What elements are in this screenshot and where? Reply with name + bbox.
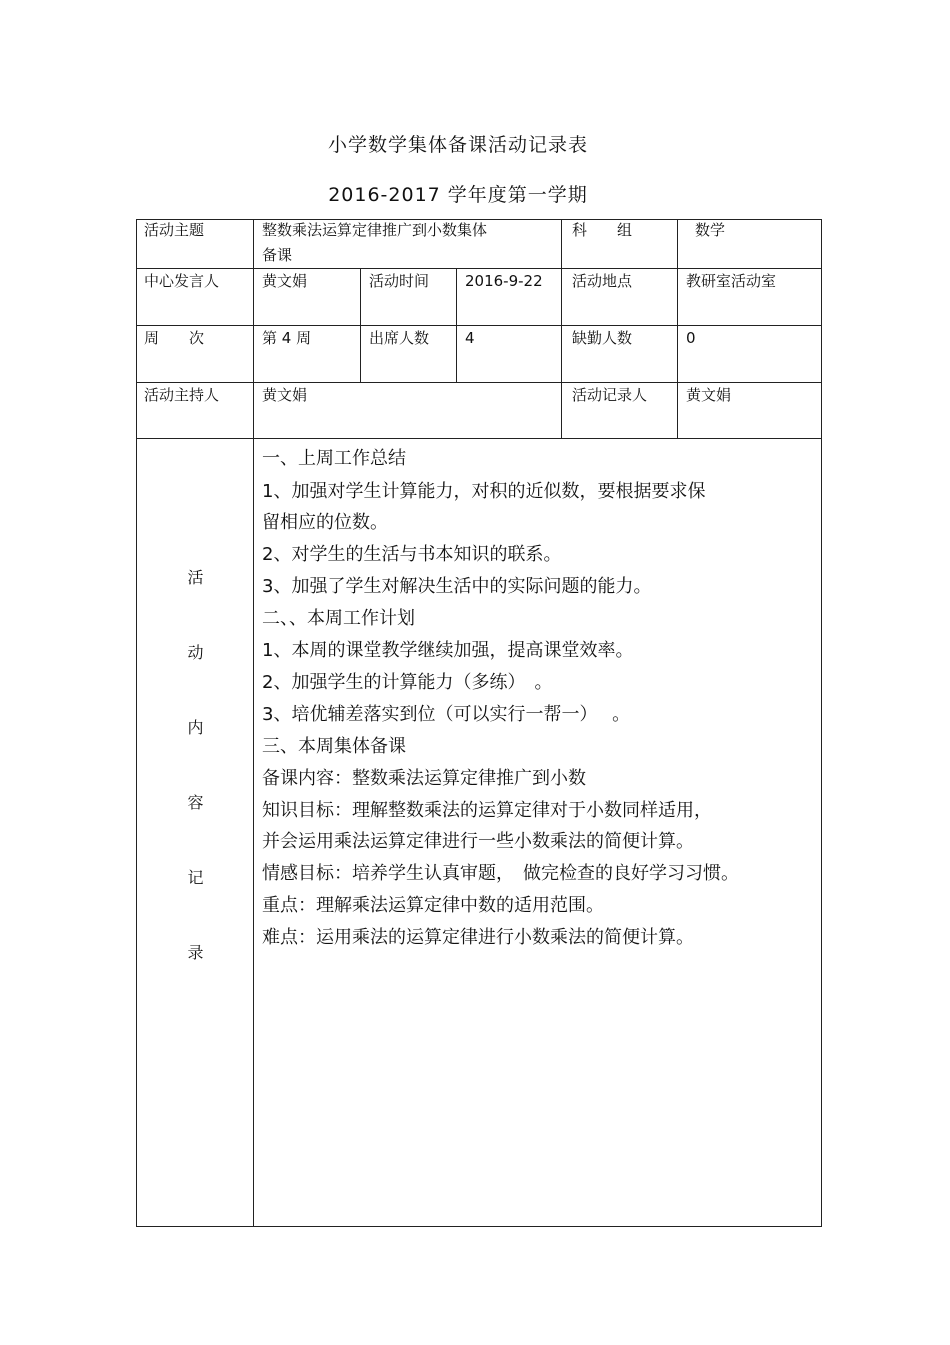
group-value: 数学 [695,221,726,239]
content-line: 1、本周的课堂教学继续加强，提高课堂效率。 [262,640,634,661]
record-label-char: 内 [187,718,204,737]
content-line: 3、加强了学生对解决生活中的实际问题的能力。 [262,576,652,597]
table-border-right [821,219,822,1227]
document-title: 小学数学集体备课活动记录表 [327,134,588,156]
time-label: 活动时间 [369,272,430,290]
absent-label: 缺勤人数 [572,329,633,347]
content-line: 一、上周工作总结 [262,448,406,469]
content-line: 难点：运用乘法的运算定律进行小数乘法的简便计算。 [262,927,694,948]
content-line: 重点：理解乘法运算定律中数的适用范围。 [262,895,604,916]
content-line: 2、对学生的生活与书本知识的联系。 [262,544,562,565]
place-label: 活动地点 [572,272,633,290]
record-label-char: 记 [187,868,204,887]
place-value: 教研室活动室 [686,272,777,290]
record-label-char: 容 [187,793,204,812]
content-line: 备课内容：整数乘法运算定律推广到小数 [262,768,586,789]
theme-value-line-1: 整数乘法运算定律推广到小数集体 [262,221,488,239]
time-value: 2016-9-22 [465,272,543,290]
record-label-char: 录 [187,943,204,962]
content-line: 3、培优辅差落实到位（可以实行一帮一） 。 [262,704,631,725]
semester-subtitle: 2016-2017 学年度第一学期 [328,184,588,206]
week-value: 第 4 周 [262,329,312,347]
record-label-char: 活 [187,568,204,587]
speaker-value: 黄文娟 [262,272,308,290]
attend-label: 出席人数 [369,329,430,347]
host-value: 黄文娟 [262,386,308,404]
content-line: 留相应的位数。 [262,512,388,533]
host-label: 活动主持人 [144,386,220,404]
absent-value: 0 [686,329,696,347]
content-line: 情感目标：培养学生认真审题， 做完检查的良好学习习惯。 [262,863,739,884]
theme-label: 活动主题 [144,221,205,239]
speaker-label: 中心发言人 [144,272,220,290]
content-line: 二、、本周工作计划 [262,608,415,629]
content-line: 并会运用乘法运算定律进行一些小数乘法的简便计算。 [262,831,694,852]
group-label: 科 组 [572,221,633,239]
attend-value: 4 [465,329,475,347]
recorder-value: 黄文娟 [686,386,732,404]
content-line: 2、加强学生的计算能力（多练） 。 [262,672,553,693]
content-line: 三、本周集体备课 [262,736,406,757]
content-line: 1、加强对学生计算能力，对积的近似数，要根据要求保 [262,481,706,502]
activity-content [262,0,814,1345]
content-line: 知识目标：理解整数乘法的运算定律对于小数同样适用， [262,800,712,821]
theme-value-line-2: 备课 [262,246,293,264]
record-label-char: 动 [187,643,204,662]
week-label: 周 次 [144,329,205,347]
recorder-label: 活动记录人 [572,386,648,404]
